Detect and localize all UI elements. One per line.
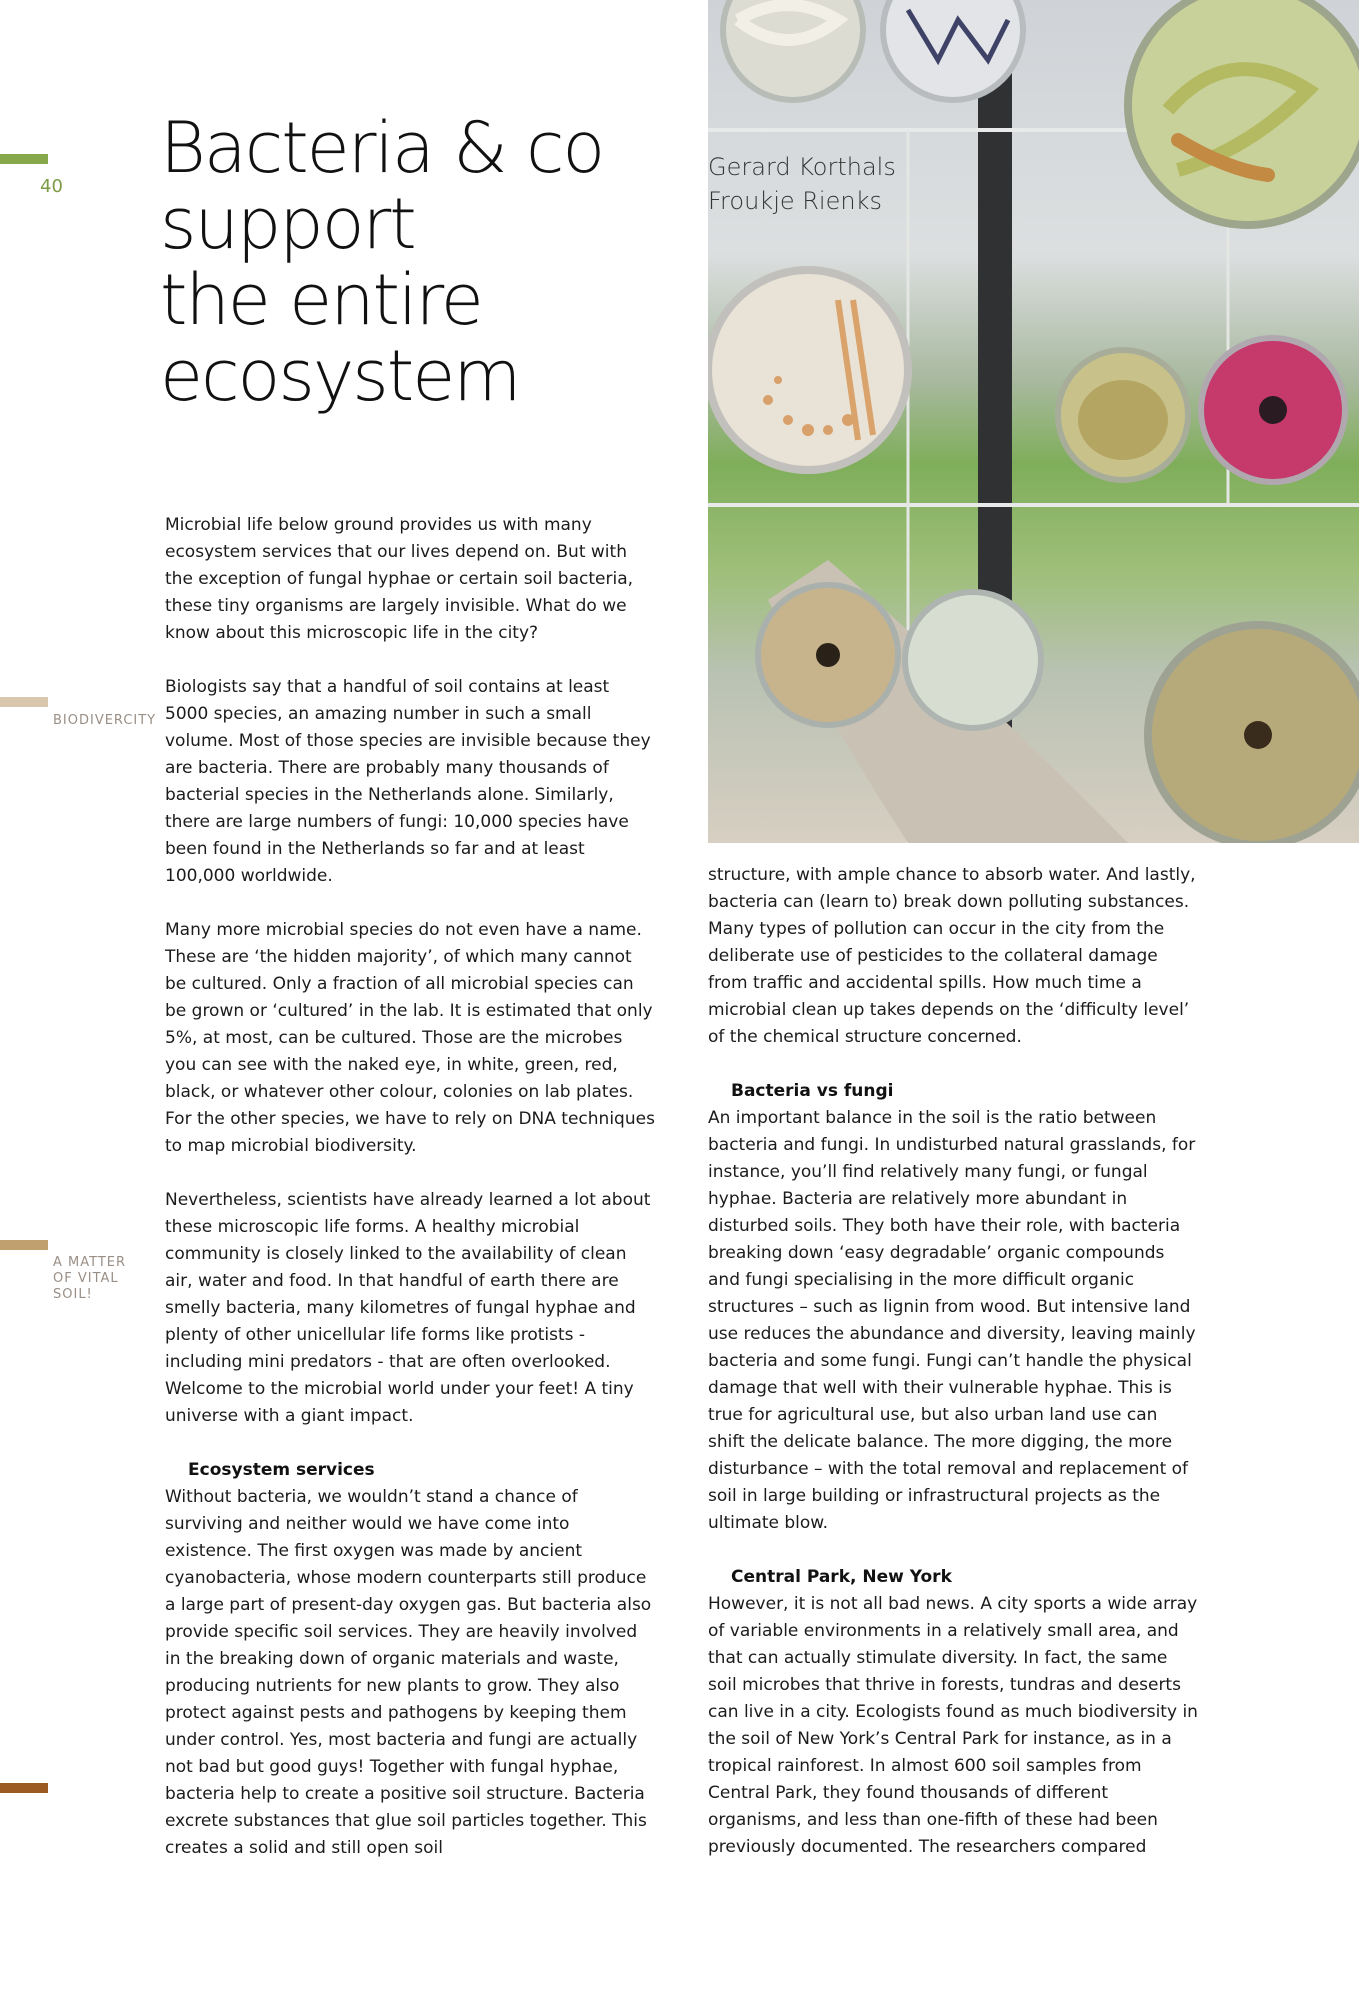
section-heading: Central Park, New York	[731, 1567, 952, 1587]
section-heading: Ecosystem services	[188, 1460, 375, 1480]
title-line: support	[160, 183, 415, 265]
paragraph: Without bacteria, we wouldn’t stand a chance of surviving and neither would we have come into existence. The first oxygen was made by ancient cyanobacteria, whose modern counterparts still produce a large part of present-day oxygen gas. But bacteria also provide specific soil services. They are heavily involved in the breaking down of organic materials and waste, producing nutrients for new plants to grow. They also protect against pests and pathogens by keeping them under control. Yes, most bacteria and fungi are actually not bad but good guys! Together with fungal hyphae, bacteria help to create a positive soil structure. Bacteria excrete substances that glue soil particles together. This creates a solid and still open soil	[165, 1487, 652, 1858]
authors	[708, 150, 896, 218]
author-name: Froukje Rienks	[708, 187, 882, 215]
petri-dishes-photo	[708, 0, 1359, 843]
title-line: ecosystem	[160, 335, 520, 417]
side-label-line: SOIL!	[53, 1287, 93, 1302]
paragraph: An important balance in the soil is the ratio between bacteria and fungi. In undisturbed natural grasslands, for instance, you’ll find relatively many fungi, or fungal hyphae. Bacteria are relatively more abundant in disturbed soils. They both have their role, with bacteria breaking down ‘easy degradable’ organic compounds and fungi specialising in the more difficult organic structures – such as lignin from wood. But intensive land use reduces the abundance and diversity, leaving mainly bacteria and some fungi. Fungi can’t handle the physical damage that well with their vulnerable hyphae. This is true for agricultural use, but also urban land use can shift the delicate balance. The more digging, the more disturbance – with the total removal and replacement of soil in large building or infrastructural projects as the ultimate blow.	[708, 1108, 1196, 1533]
paragraph: structure, with ample chance to absorb water. And lastly, bacteria can (learn to) break down polluting substances. Many types of pollution can occur in the city from the deliberate use of pesticides to the collateral damage from traffic and accidental spills. How much time a microbial clean up takes depends on the ‘difficulty level’ of the chemical structure concerned.	[708, 865, 1196, 1047]
title-line: the entire	[160, 259, 482, 341]
brown-margin-bar	[0, 1783, 48, 1793]
section-heading: Bacteria vs fungi	[731, 1081, 894, 1101]
paragraph: However, it is not all bad news. A city sports a wide array of variable environments in a relatively small area, and that can actually stimulate diversity. In fact, the same soil microbes that thrive in forests, tundras and deserts can live in a city. Ecologists found as much biodiversity in the soil of New York’s Central Park for instance, as in a tropical rainforest. In almost 600 soil samples from Central Park, they found thousands of different organisms, and less than one-fifth of these had been previously documented. The researchers compared	[708, 1594, 1198, 1857]
author-name: Gerard Korthals	[708, 153, 896, 181]
paragraph: Microbial life below ground provides us with many ecosystem services that our lives depend on. But with the exception of fungal hyphae or certain soil bacteria, these tiny organisms are largely invisible. What do we know about this microscopic life in the city?	[165, 515, 634, 643]
paragraph: Many more microbial species do not even have a name. These are ‘the hidden majority’, of which many cannot be cultured. Only a fraction of all microbial species can be grown or ‘cultured’ in the lab. It is estimated that only 5%, at most, can be cultured. Those are the microbes you can see with the naked eye, in white, green, red, black, or whatever other colour, colonies on lab plates. For the other species, we have to rely on DNA techniques to map microbial biodiversity.	[165, 920, 655, 1156]
paragraph: Biologists say that a handful of soil contains at least 5000 species, an amazing number in such a small volume. Most of those species are invisible because they are bacteria. There are probably many thousands of bacterial species in the Netherlands alone. Similarly, there are large numbers of fungi: 10,000 species have been found in the Netherlands so far and at least 100,000 worldwide.	[165, 677, 651, 886]
green-margin-bar	[0, 154, 48, 164]
side-label-vital-soil	[53, 1255, 126, 1303]
petri-dishes-illustration	[708, 0, 1359, 843]
side-label-line: A MATTER	[53, 1255, 127, 1270]
tan-margin-bar	[0, 1240, 48, 1250]
page-number: 40	[40, 176, 63, 197]
article-title	[160, 107, 604, 417]
beige-margin-bar	[0, 697, 48, 707]
side-label-biodiversity: BIODIVERCITY	[53, 713, 157, 728]
title-line: Bacteria & co	[160, 107, 604, 189]
left-text-column	[165, 512, 655, 1889]
right-text-column	[708, 862, 1198, 1888]
side-label-line: OF VITAL	[53, 1271, 119, 1286]
paragraph: Nevertheless, scientists have already learned a lot about these microscopic life forms. A healthy microbial community is closely linked to the availability of clean air, water and food. In that handful of earth there are smelly bacteria, many kilometres of fungal hyphae and plenty of other unicellular life forms like protists - including mini predators - that are often overlooked. Welcome to the microbial world under your feet! A tiny universe with a giant impact.	[165, 1190, 651, 1426]
